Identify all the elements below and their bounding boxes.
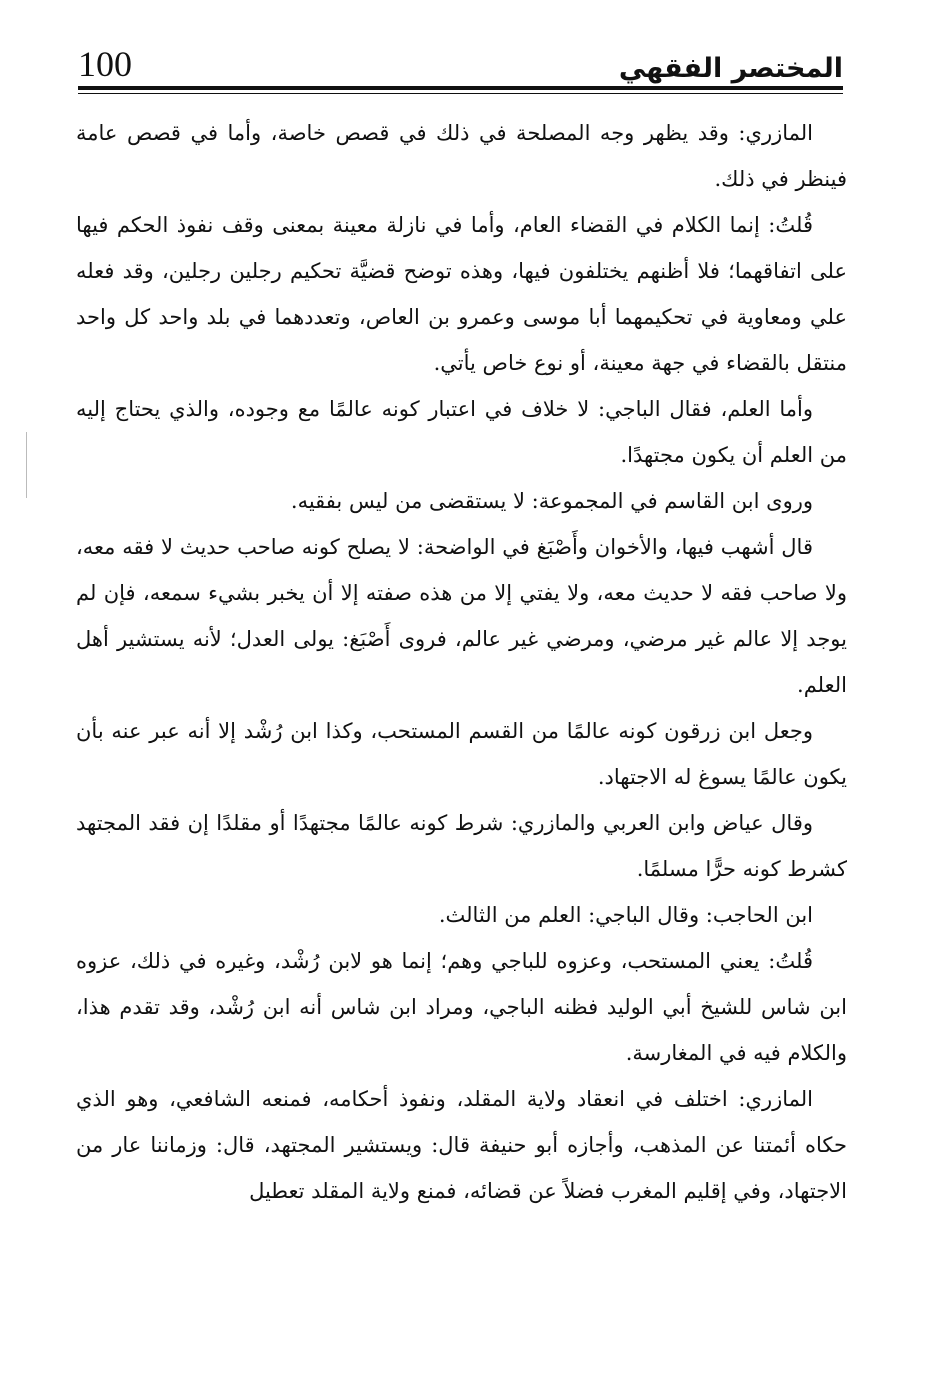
book-title: المختصر الفقهي <box>618 53 843 84</box>
paragraph: قُلتُ: إنما الكلام في القضاء العام، وأما في نازلة معينة بمعنى وقف نفوذ الحكم فيها على اتفاقهما؛ فلا أظنهم يختلفون فيها، وهذه توضح قضيَّة تحكيم رجلين رجلين، وقد فعله علي ومعاوية في تحكيمهما أبا موسى وعمرو بن العاص، وتعددهما في بلد واحد كل واحد منتقل بالقضاء في جهة معينة، أو نوع خاص يأتي. <box>76 213 847 375</box>
header-rule-thin <box>78 93 843 94</box>
paragraph: وقال عياض وابن العربي والمازري: شرط كونه عالمًا مجتهدًا أو مقلدًا إن فقد المجتهد كشرط كونه حرًّا مسلمًا. <box>76 811 847 881</box>
paragraph: ابن الحاجب: وقال الباجي: العلم من الثالث. <box>438 903 813 927</box>
page-number: 100 <box>78 44 132 84</box>
paragraph: وجعل ابن زرقون كونه عالمًا من القسم المستحب، وكذا ابن رُشْد إلا أنه عبر عنه بأن يكون عالمًا يسوغ له الاجتهاد. <box>76 719 847 789</box>
paragraph: المازري: اختلف في انعقاد ولاية المقلد، ونفوذ أحكامه، فمنعه الشافعي، وهو الذي حكاه أئمتنا عن المذهب، وأجازه أبو حنيفة قال: ويستشير المجتهد، قال: وزماننا عار من الاجتهاد، وفي إقليم المغرب فضلاً عن قضائه، فمنع ولاية المقلد تعطيل <box>76 1087 847 1203</box>
page-header <box>78 30 843 82</box>
paragraph: قال أشهب فيها، والأخوان وأَصْبَغ في الواضحة: لا يصلح كونه صاحب حديث لا فقه معه، ولا صاحب فقه لا حديث معه، ولا يفتي إلا من هذه صفته إلا أن يخبر بشيء سمعه، فإن لم يوجد إلا عالم غير مرضي، ومرضي غير عالم، فروى أَصْبَغ: يولى العدل؛ لأنه يستشير أهل العلم. <box>76 535 847 697</box>
margin-mark <box>26 432 27 498</box>
body-text <box>76 110 847 1214</box>
paragraph: وأما العلم، فقال الباجي: لا خلاف في اعتبار كونه عالمًا مع وجوده، والذي يحتاج إليه من العلم أن يكون مجتهدًا. <box>76 397 847 467</box>
paragraph: قُلتُ: يعني المستحب، وعزوه للباجي وهم؛ إنما هو لابن رُشْد، وغيره في ذلك، عزوه ابن شاس للشيخ أبي الوليد فظنه الباجي، ومراد ابن شاس أنه ابن رُشْد، وقد تقدم هذا، والكلام فيه في المغارسة. <box>76 949 847 1065</box>
paragraph: المازري: وقد يظهر وجه المصلحة في ذلك في قصص خاصة، وأما في قصص عامة فينظر في ذلك. <box>76 121 847 191</box>
paragraph: وروى ابن القاسم في المجموعة: لا يستقضى من ليس بفقيه. <box>290 489 813 513</box>
header-rule-thick <box>78 86 843 90</box>
